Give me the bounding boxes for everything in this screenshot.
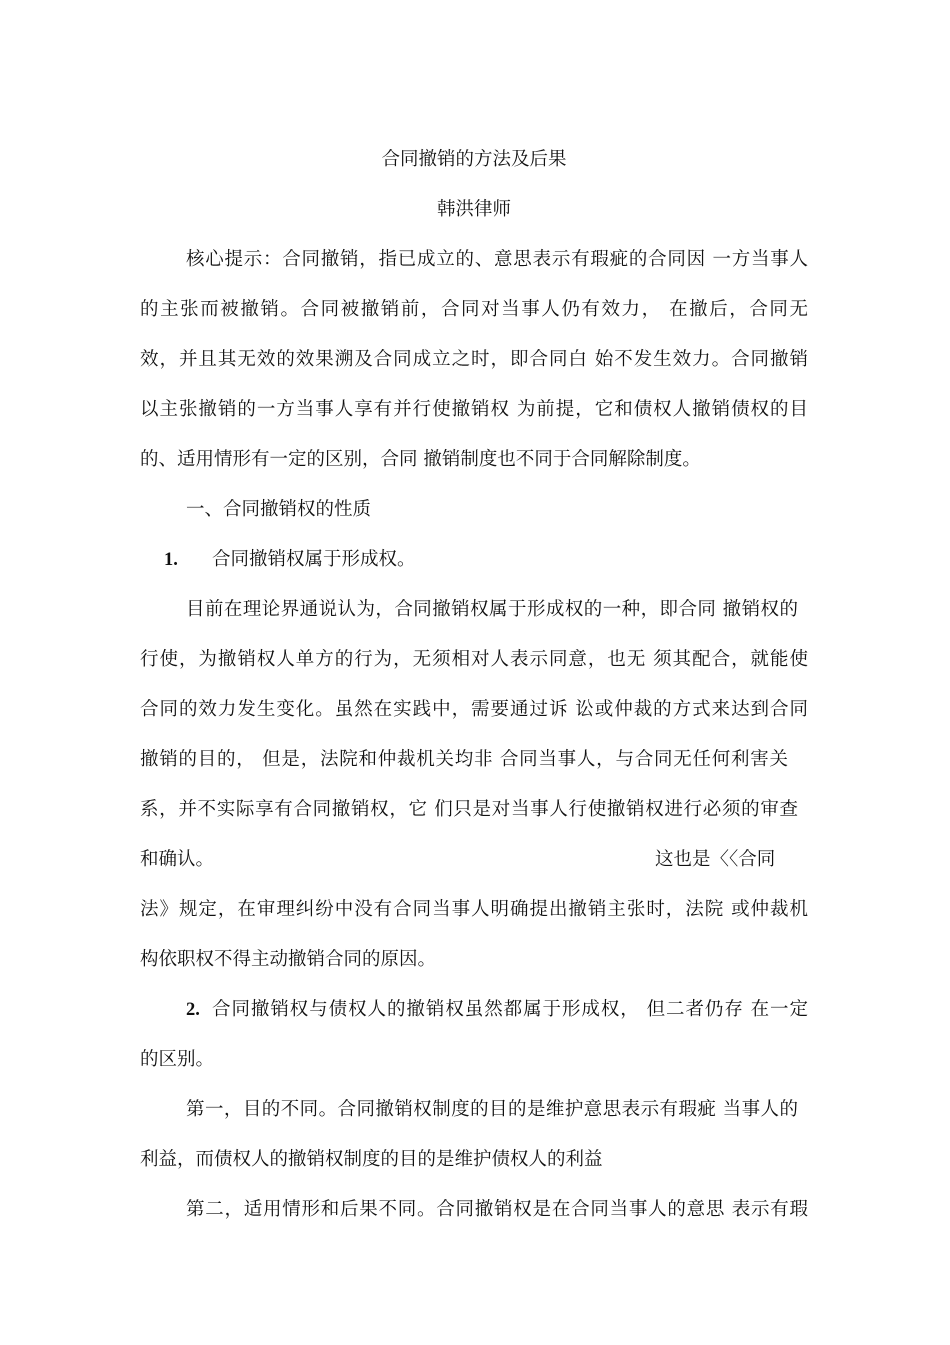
item-text: 合同撤销权属于形成权。 bbox=[212, 549, 416, 570]
paragraph-line: 行使，为撤销权人单方的行为，无须相对人表示同意，也无 须其配合，就能使 bbox=[140, 649, 808, 670]
paragraph-line: 利益，而债权人的撤销权制度的目的是维护债权人的利益 bbox=[140, 1149, 603, 1170]
paragraph-line: 目前在理论界通说认为，合同撤销权属于形成权的一种，即合同 撤销权的 bbox=[186, 599, 798, 620]
paragraph-line: 合同的效力发生变化。虽然在实践中，需要通过诉 讼或仲裁的方式来达到合同 bbox=[140, 699, 808, 720]
paragraph-line-right: 这也是〈〈合同 bbox=[655, 849, 776, 870]
document-title: 合同撤销的方法及后果 bbox=[381, 149, 567, 170]
item-text: 的区别。 bbox=[140, 1049, 215, 1070]
paragraph-line: 法》规定，在审理纠纷中没有合同当事人明确提出撤销主张时，法院 或仲裁机 bbox=[140, 899, 808, 920]
document-author: 韩洪律师 bbox=[436, 199, 511, 220]
section-heading: 一、合同撤销权的性质 bbox=[186, 499, 372, 520]
item-text: 合同撤销权与债权人的撤销权虽然都属于形成权， 但二者仍存 在一定 bbox=[212, 999, 808, 1020]
paragraph-line: 构依职权不得主动撤销合同的原因。 bbox=[140, 949, 437, 970]
abstract-line: 的主张而被撤销。合同被撤销前，合同对当事人仍有效力， 在撤后，合同无 bbox=[140, 299, 808, 320]
paragraph-line-left: 和确认。 bbox=[140, 849, 215, 870]
abstract-line: 的、适用情形有一定的区别，合同 撤销制度也不同于合同解除制度。 bbox=[140, 449, 701, 470]
item-number bbox=[186, 998, 210, 1022]
item-number-text: 1. bbox=[164, 550, 178, 570]
abstract-line: 以主张撤销的一方当事人享有并行使撤销权 为前提，它和债权人撤销债权的目 bbox=[140, 399, 808, 420]
paragraph-line: 系，并不实际享有合同撤销权，它 们只是对当事人行使撤销权进行必须的审查 bbox=[140, 799, 798, 820]
paragraph-line: 撤销的目的， 但是，法院和仲裁机关均非 合同当事人，与合同无任何利害关 bbox=[140, 749, 788, 770]
paragraph-line: 第二，适用情形和后果不同。合同撤销权是在合同当事人的意思 表示有瑕 bbox=[186, 1199, 808, 1220]
item-number-text: 2. bbox=[186, 1000, 200, 1020]
item-number bbox=[164, 548, 204, 572]
abstract-line: 核心提示：合同撤销，指已成立的、意思表示有瑕疵的合同因 一方当事人 bbox=[186, 249, 808, 270]
abstract-line: 效，并且其无效的效果溯及合同成立之时，即合同白 始不发生效力。合同撤销 bbox=[140, 349, 808, 370]
paragraph-line: 第一，目的不同。合同撤销权制度的目的是维护意思表示有瑕疵 当事人的 bbox=[186, 1099, 798, 1120]
